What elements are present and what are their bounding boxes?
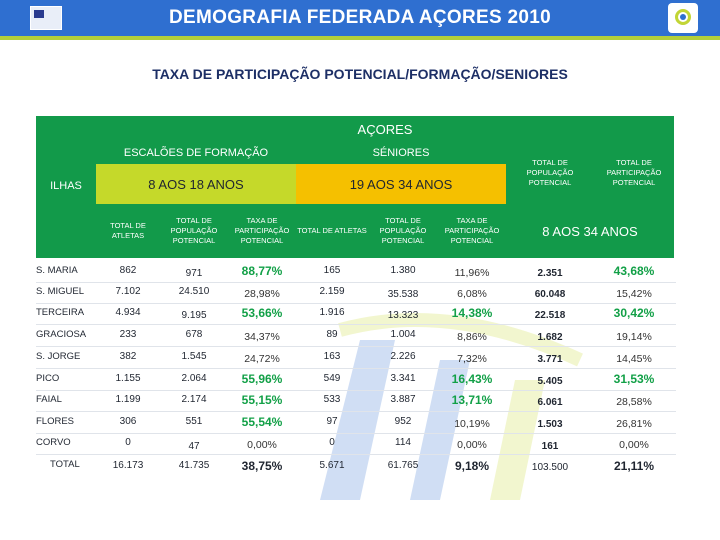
s-atletas-value: 2.159 <box>319 286 345 297</box>
s-pop-value: 3.887 <box>390 394 416 405</box>
total-pop-header: TOTAL DE POPULAÇÃO POTENCIAL <box>506 142 594 204</box>
f-pop-value: 2.174 <box>181 394 207 405</box>
seniores-header: SÉNIORES <box>296 142 506 164</box>
s-total-atletas-header: TOTAL DE ATLETAS <box>296 204 368 258</box>
s-atletas-value: 165 <box>323 265 341 276</box>
total-taxa-value: 19,14% <box>616 331 652 343</box>
s-taxa-value: 6,08% <box>457 288 487 300</box>
total-pop-value: 161 <box>541 441 559 452</box>
s-atletas-value: 163 <box>323 351 341 362</box>
f-pop-value: 1.545 <box>181 351 207 362</box>
seniores-age-header: 19 AOS 34 ANOS <box>296 164 506 204</box>
row-island-name: FLORES <box>36 416 75 427</box>
total-pop-total: 103.500 <box>531 462 569 473</box>
total-part-header: TOTAL DE PARTICIPAÇÃO POTENCIAL <box>594 142 674 204</box>
s-taxa-value: 10,19% <box>454 418 490 430</box>
total-taxa-value: 14,45% <box>616 353 652 365</box>
row-island-name: PICO <box>36 373 60 384</box>
f-pop-value: 971 <box>185 268 203 279</box>
f-atletas-value: 382 <box>119 351 137 362</box>
f-pop-total: 41.735 <box>178 460 210 471</box>
s-taxa-value: 13,71% <box>451 393 493 407</box>
total-taxa-value: 28,58% <box>616 396 652 408</box>
s-taxa-value: 0,00% <box>457 439 487 451</box>
total-pop-value: 6.061 <box>537 397 563 408</box>
f-pop-value: 2.064 <box>181 373 207 384</box>
s-pop-value: 1.004 <box>390 329 416 340</box>
total-pop-value: 3.771 <box>537 354 563 365</box>
s-pop-header: TOTAL DE POPULAÇÃO POTENCIAL <box>368 204 438 258</box>
page-title: DEMOGRAFIA FEDERADA AÇORES 2010 <box>169 7 551 28</box>
s-pop-value: 35.538 <box>387 289 419 300</box>
row-island-name: CORVO <box>36 437 71 448</box>
s-pop-value: 13.323 <box>387 310 419 321</box>
total-taxa-value: 15,42% <box>616 288 652 300</box>
formacao-header: ESCALÕES DE FORMAÇÃO <box>96 142 296 164</box>
f-atletas-value: 233 <box>119 329 137 340</box>
f-taxa-value: 34,37% <box>244 331 280 343</box>
total-pop-value: 5.405 <box>537 376 563 387</box>
f-taxa-value: 0,00% <box>247 439 277 451</box>
total-pop-value: 1.503 <box>537 419 563 430</box>
f-atletas-value: 1.155 <box>115 373 141 384</box>
s-atletas-value: 549 <box>323 373 341 384</box>
f-atletas-value: 0 <box>125 437 131 448</box>
s-atletas-value: 97 <box>326 416 338 427</box>
s-pop-value: 3.341 <box>390 373 416 384</box>
right-logo-icon <box>668 3 698 33</box>
total-pop-value: 22.518 <box>534 310 566 321</box>
s-pop-value: 1.380 <box>390 265 416 276</box>
row-island-name: TERCEIRA <box>36 307 85 318</box>
total-taxa-value: 30,42% <box>613 306 655 320</box>
s-taxa-value: 16,43% <box>451 372 493 386</box>
region-header: AÇORES <box>96 116 674 142</box>
s-pop-value: 2.226 <box>390 351 416 362</box>
total-pop-value: 2.351 <box>537 268 563 279</box>
s-taxa-value: 14,38% <box>451 306 493 320</box>
total-pop-value: 1.682 <box>537 332 563 343</box>
f-taxa-header: TAXA DE PARTICIPAÇÃO POTENCIAL <box>228 204 296 258</box>
formacao-age-header: 8 AOS 18 ANOS <box>96 164 296 204</box>
s-atletas-value: 0 <box>329 437 335 448</box>
row-island-name: S. MARIA <box>36 265 78 276</box>
f-atletas-value: 1.199 <box>115 394 141 405</box>
total-label: TOTAL <box>50 459 80 470</box>
f-pop-header: TOTAL DE POPULAÇÃO POTENCIAL <box>160 204 228 258</box>
islands-header: ILHAS <box>36 176 96 196</box>
total-taxa-value: 43,68% <box>613 264 655 278</box>
f-pop-value: 47 <box>188 441 200 452</box>
row-island-name: S. MIGUEL <box>36 286 85 297</box>
s-pop-value: 952 <box>394 416 412 427</box>
f-taxa-value: 53,66% <box>241 306 283 320</box>
s-pop-total: 61.765 <box>387 460 419 471</box>
f-taxa-total: 38,75% <box>241 459 283 473</box>
f-taxa-value: 24,72% <box>244 353 280 365</box>
s-taxa-value: 11,96% <box>454 267 490 279</box>
f-pop-value: 551 <box>185 416 203 427</box>
total-age-header: 8 AOS 34 ANOS <box>506 204 674 258</box>
f-atletas-value: 306 <box>119 416 137 427</box>
s-atletas-value: 533 <box>323 394 341 405</box>
f-pop-value: 9.195 <box>181 310 207 321</box>
row-island-name: GRACIOSA <box>36 329 87 340</box>
f-taxa-value: 55,96% <box>241 372 283 386</box>
total-taxa-value: 0,00% <box>619 439 649 451</box>
f-taxa-value: 55,54% <box>241 415 283 429</box>
f-taxa-value: 88,77% <box>241 264 283 278</box>
f-atletas-value: 4.934 <box>115 307 141 318</box>
f-taxa-value: 55,15% <box>241 393 283 407</box>
f-pop-value: 678 <box>185 329 203 340</box>
s-atletas-total: 5.671 <box>319 460 345 471</box>
s-pop-value: 114 <box>395 437 411 448</box>
total-taxa-value: 31,53% <box>613 372 655 386</box>
banner-stripe <box>0 36 720 40</box>
f-pop-value: 24.510 <box>178 286 210 297</box>
s-taxa-value: 8,86% <box>457 331 487 343</box>
row-island-name: S. JORGE <box>36 351 81 362</box>
s-atletas-value: 89 <box>326 329 338 340</box>
total-pop-value: 60.048 <box>534 289 566 300</box>
s-taxa-value: 7,32% <box>457 353 487 365</box>
f-atletas-value: 862 <box>119 265 137 276</box>
s-atletas-value: 1.916 <box>319 307 345 318</box>
table-subtitle: TAXA DE PARTICIPAÇÃO POTENCIAL/FORMAÇÃO/SENIORES <box>152 66 568 82</box>
f-atletas-value: 7.102 <box>115 286 141 297</box>
row-island-name: FAIAL <box>36 394 62 405</box>
total-taxa-total: 21,11% <box>613 459 655 473</box>
s-taxa-header: TAXA DE PARTICIPAÇÃO POTENCIAL <box>438 204 506 258</box>
f-total-atletas-header: TOTAL DE ATLETAS <box>96 204 160 258</box>
f-atletas-total: 16.173 <box>112 460 144 471</box>
total-taxa-value: 26,81% <box>616 418 652 430</box>
s-taxa-total: 9,18% <box>454 459 490 473</box>
f-taxa-value: 28,98% <box>244 288 280 300</box>
